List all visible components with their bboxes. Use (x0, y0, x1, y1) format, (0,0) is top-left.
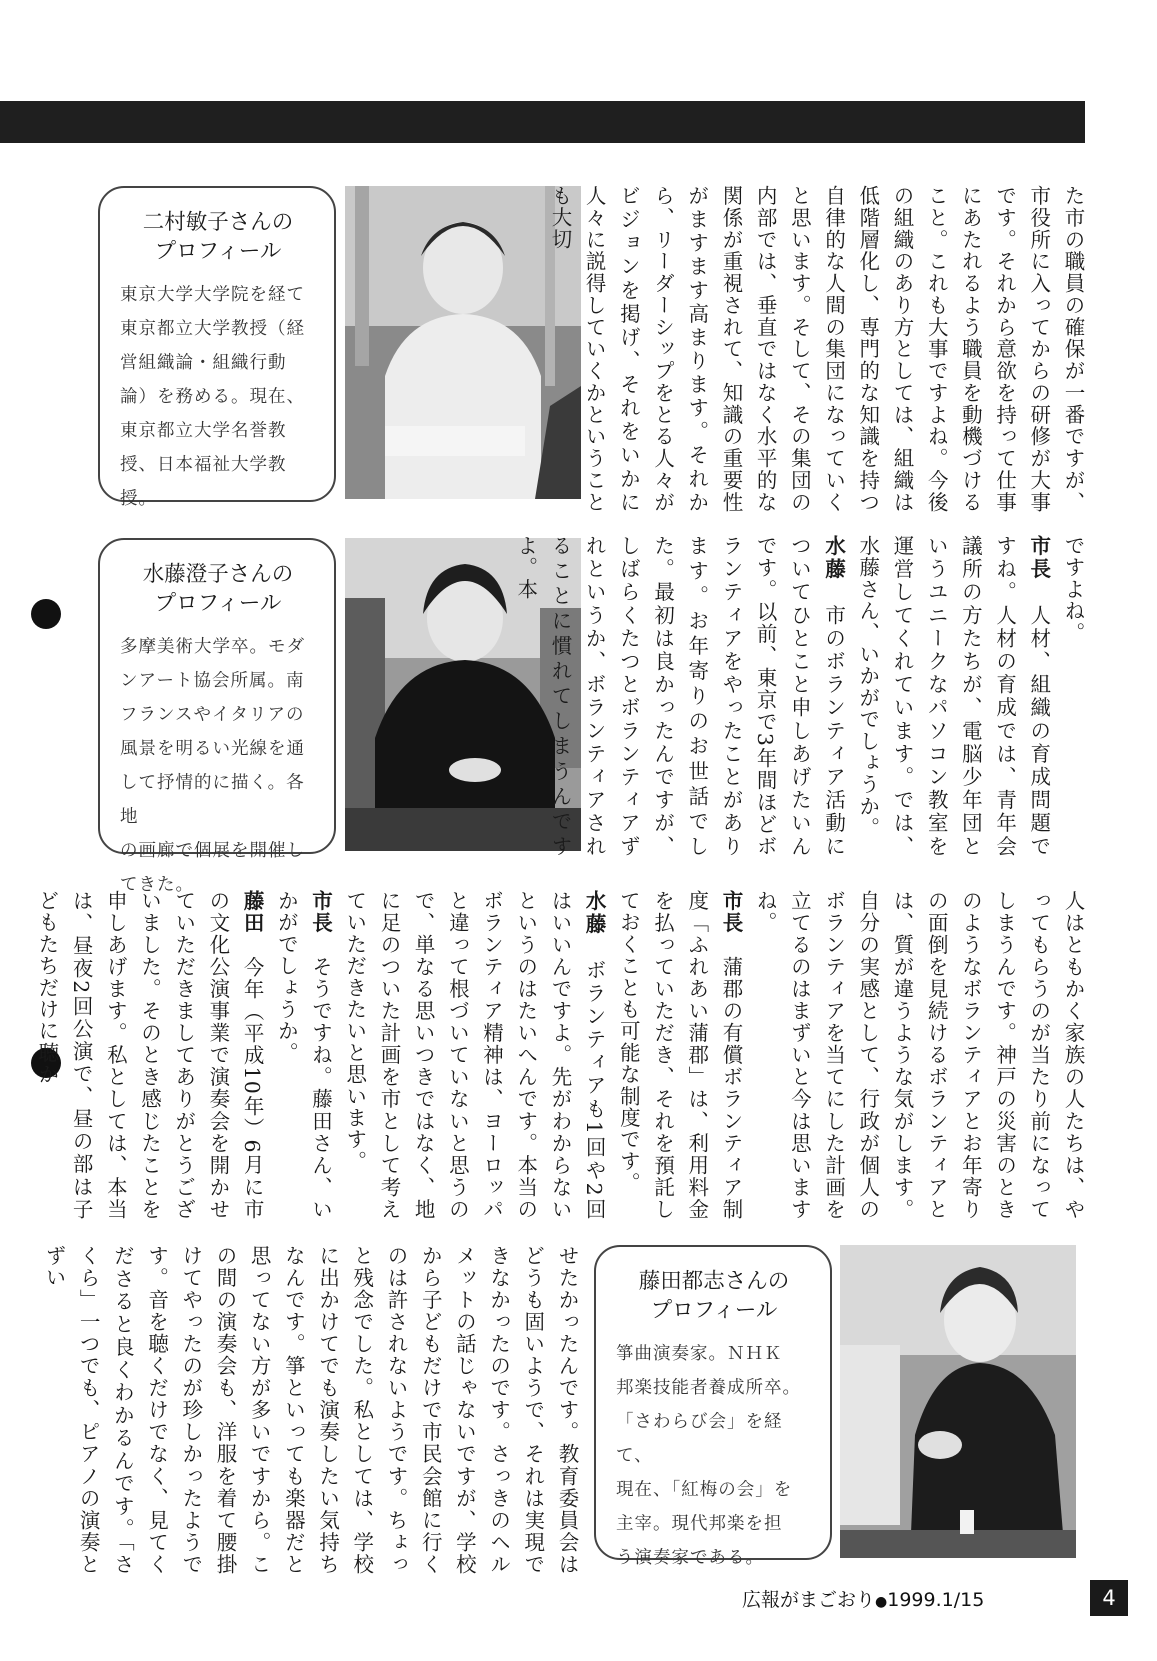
speaker-label: 市長 (1026, 535, 1051, 582)
speaker-label: 水藤 (582, 890, 607, 937)
profile-body: 多摩美術大学卒。モダ ンアート協会所属。南 フランスやイタリアの 風景を明るい光線を通 して抒情的に描く。各地 の画廊で個展を開催し てきた。 (120, 637, 305, 895)
header-bar (0, 101, 1085, 143)
article-column-middle-right (513, 535, 1090, 858)
profile-box-nimura (98, 186, 336, 509)
paragraph: 市長 人材、組織の育成問題ですね。人材の育成では、青年会議所の方たちが、電脳少年団というユニークなパソコン教室を運営してくれています。では、水藤さん、いかがでしょうか。 (855, 535, 1051, 858)
profile-title: 二村敏子さんの プロフィール (142, 210, 294, 264)
paragraph: 水藤 市のボランティア活動についてひとこと申しあげたいんです。以前、東京で3年間ほどボランティアをやったことがあります。お年寄りのお世話でした。最初は良かったんですが、しばらくたつとボランティアずれというか、ボランティアされることに慣れてしまうんですよ。本 (513, 535, 846, 858)
speaker-label: 水藤 (821, 535, 846, 582)
paragraph: 市長 そうですね。藤田さん、いかがでしょうか。 (274, 890, 333, 1221)
article-column-upper-right: た市の職員の確保が一番ですが、市役所に入ってからの研修が大事です。それから意欲を持って仕事にあたれるよう職員を動機づけること。これも大事ですよね。今後の組織のあり方としては、組織は低階層化し、専門的な知識を持つ自律的な人間の集団になっていくと思います。そして、その集団の内部では、垂直ではなく水平的な関係が重視されて、知識の重要性がますます高まります。それから、リーダーシップをとる人々がビジョンを掲げ、それをいかに人々に説得していくかということも大切 (547, 185, 1085, 513)
speaker-label: 市長 (308, 890, 333, 935)
paragraph: 水藤 ボランティアも1回や2回はいいんですよ。先がわからないというのはたいへんです。本当のボランティア精神は、ヨーロッパと違って根づいていないと思うので、単なる思いつきではなく、地に足のついた計画を市として考えていただきたいと思います。 (342, 890, 607, 1220)
page-number: 4 (1090, 1580, 1128, 1616)
paragraph: 藤田 今年（平成10年）6月に市の文化公演事業で演奏会を開かせていただきましてありがとうございました。そのとき感じたことを申しあげます。私としては、本当は、昼夜2回公演で、昼の部は子どもたちだけに聴か (34, 890, 265, 1220)
portrait-photo-fujita (840, 1245, 1076, 1558)
paragraph: 人はともかく家族の人たちは、やってもらうのが当たり前になってしまうんです。神戸の災害のときのようなボランティアとお年寄りの面倒を見続けるボランティアとは、質が違うような気がします。自分の実感として、行政が個人のボランティアを当てにした計画を立てるのはまずいと今は思いますね。 (753, 890, 1085, 1220)
article-column-bottom-left: せたかったんです。教育委員会はどうも固いようで、それは実現できなかったのです。さっきのヘルメットの話じゃないですが、学校から子どもだけで市民会館に行くのは許されないようです。ちょっと残念でした。私としては、学校に出かけてでも演奏したい気持ちなんです。箏といっても楽器だと思ってない方が多いですから。この間の演奏会も、洋服を着て腰掛けてやったのが珍しかったようです。音を聴くだけでなく、見てくださると良くわかるんです。「さくら」一つでも、ピアノの演奏とずい (41, 1245, 579, 1575)
binder-hole (31, 599, 61, 629)
footer-publication: 広報がまごおり●1999.1/15 (742, 1589, 985, 1611)
paragraph: 市長 蒲郡の有償ボランティア制度「ふれあい蒲郡」は、利用料金を払っていただき、それを預託しておくことも可能な制度です。 (616, 890, 743, 1221)
article-column-lower-wide (34, 890, 1090, 1221)
speaker-label: 藤田 (240, 890, 265, 935)
profile-box-mizufuji (98, 538, 336, 895)
profile-body: 東京大学大学院を経て 東京都立大学教授（経 営組織論・組織行動 論）を務める。現在、 東京都立大学名誉教 授、日本福祉大学教授。 (120, 285, 305, 509)
profile-box-fujita (594, 1245, 832, 1568)
profile-title: 水藤澄子さんの プロフィール (142, 562, 294, 616)
profile-title: 藤田都志さんの プロフィール (638, 1269, 790, 1323)
profile-body: 箏曲演奏家。ＮＨＫ 邦楽技能者養成所卒。 「さわらび会」を経て、 現在、「紅梅の会」を 主宰。現代邦楽を担 う演奏家である。 (616, 1344, 801, 1568)
paragraph: ですよね。 (1061, 535, 1085, 644)
speaker-label: 市長 (718, 890, 743, 935)
